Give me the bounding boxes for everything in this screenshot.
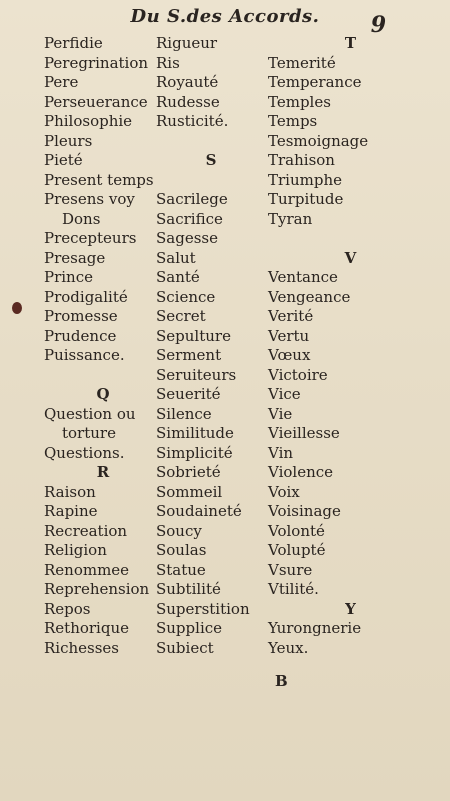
word-entry: Pleurs <box>44 131 93 150</box>
word-entry: Vsure <box>268 560 313 579</box>
word-entry: Precepteurs <box>44 229 137 247</box>
word-entry: Presens voy <box>44 190 135 208</box>
word-entry: Verité <box>268 307 314 325</box>
word-entry: Question ou <box>44 404 136 423</box>
word-entry: Tyran <box>268 209 313 228</box>
word-entry: Reprehension <box>44 580 150 598</box>
word-entry: Temperance <box>268 73 362 91</box>
middle-word-column <box>156 34 266 658</box>
page-number: 9 <box>370 12 386 38</box>
word-entry: Renommee <box>44 560 130 579</box>
word-entry: Promesse <box>44 307 118 325</box>
word-entry: Pere <box>44 73 79 91</box>
word-entry: Presage <box>44 248 106 267</box>
word-entry: Subiect <box>156 638 214 657</box>
word-entry: Peregrination <box>44 53 149 72</box>
word-entry: Perfidie <box>44 34 103 52</box>
word-entry: Similitude <box>156 424 234 442</box>
word-entry: Prudence <box>44 326 117 345</box>
word-entry: Rusticité. <box>156 112 229 130</box>
word-entry: Triumphe <box>268 170 342 189</box>
word-entry: Volupté <box>268 541 326 559</box>
word-entry: Rigueur <box>156 34 218 52</box>
word-entry: Vtilité. <box>268 580 319 598</box>
word-entry: Voix <box>268 482 300 501</box>
word-entry: Prodigalité <box>44 287 128 306</box>
word-entry: Ventance <box>268 268 338 286</box>
word-entry: Turpitude <box>268 190 344 208</box>
word-entry: Puissance. <box>44 346 125 364</box>
right-word-column <box>268 34 433 658</box>
word-entry: Sagesse <box>156 229 218 247</box>
word-entry: Subtilité <box>156 580 221 598</box>
word-entry: Religion <box>44 541 107 559</box>
signature-mark: B <box>275 672 288 690</box>
word-entry: Science <box>156 287 216 306</box>
word-entry: Royauté <box>156 73 219 91</box>
word-entry: Seruiteurs <box>156 365 237 384</box>
word-entry: Temples <box>268 92 331 111</box>
word-entry: Philosophie <box>44 112 133 130</box>
word-entry: Voisinage <box>268 502 341 520</box>
section-letter: R <box>96 463 110 481</box>
word-entry: Vie <box>268 404 293 423</box>
word-entry: Victoire <box>268 365 328 384</box>
word-entry: Pieté <box>44 151 83 169</box>
word-entry: Serment <box>156 346 222 364</box>
word-entry: Tesmoignage <box>268 131 369 150</box>
word-entry: Rapine <box>44 502 98 520</box>
word-entry: Supplice <box>156 619 223 637</box>
blank-line <box>156 132 266 152</box>
word-entry: Violence <box>268 463 334 481</box>
blank-line <box>268 229 433 249</box>
word-entry: Statue <box>156 560 206 579</box>
ink-blot <box>12 302 22 314</box>
word-entry: Sacrilege <box>156 190 228 208</box>
word-entry: Silence <box>156 404 212 423</box>
word-entry: Vieillesse <box>268 424 340 442</box>
word-entry: Dons <box>62 209 101 228</box>
word-entry: Vengeance <box>268 287 351 306</box>
word-entry: Volonté <box>268 521 325 540</box>
word-entry: Salut <box>156 248 196 267</box>
word-entry: Yeux. <box>268 638 309 657</box>
word-entry: Superstition <box>156 599 250 618</box>
word-entry: Temerité <box>268 53 336 72</box>
word-entry: Raison <box>44 482 96 501</box>
word-entry: Secret <box>156 307 206 325</box>
word-entry: Vin <box>268 443 294 462</box>
blank-line <box>44 366 162 386</box>
word-entry: Vertu <box>268 326 310 345</box>
running-header-title: Du S.des Accords. <box>130 6 320 27</box>
word-entry: Sacrifice <box>156 209 223 228</box>
word-entry: Yurongnerie <box>268 619 362 637</box>
word-entry: Vice <box>268 385 301 403</box>
word-entry: Sobrieté <box>156 463 221 481</box>
word-entry: Repos <box>44 599 91 618</box>
word-entry: Santé <box>156 268 200 286</box>
word-entry: Rethorique <box>44 619 129 637</box>
word-entry: Soucy <box>156 521 202 540</box>
word-entry: Ris <box>156 53 180 72</box>
word-entry: Soulas <box>156 541 207 559</box>
word-entry: Present temps <box>44 170 154 189</box>
word-entry: Soudaineté <box>156 502 242 520</box>
word-entry: Sommeil <box>156 482 223 501</box>
section-letter: S <box>205 151 217 169</box>
section-letter: V <box>344 248 357 267</box>
blank-line <box>156 171 266 191</box>
word-entry: Vœux <box>268 346 311 364</box>
word-entry: Recreation <box>44 521 128 540</box>
word-entry: Rudesse <box>156 92 220 111</box>
section-letter: Q <box>96 385 110 403</box>
word-entry: Sepulture <box>156 326 231 345</box>
word-entry: Richesses <box>44 638 119 657</box>
word-entry: Perseuerance <box>44 92 148 111</box>
word-entry: Temps <box>268 112 318 130</box>
word-entry: Prince <box>44 268 93 286</box>
left-word-column <box>44 34 162 658</box>
word-entry: torture <box>62 424 116 442</box>
word-entry: Trahison <box>268 151 335 169</box>
section-letter: T <box>344 34 357 52</box>
word-entry: Seuerité <box>156 385 221 403</box>
word-entry: Questions. <box>44 443 125 462</box>
word-entry: Simplicité <box>156 443 233 462</box>
section-letter: Y <box>345 599 356 618</box>
